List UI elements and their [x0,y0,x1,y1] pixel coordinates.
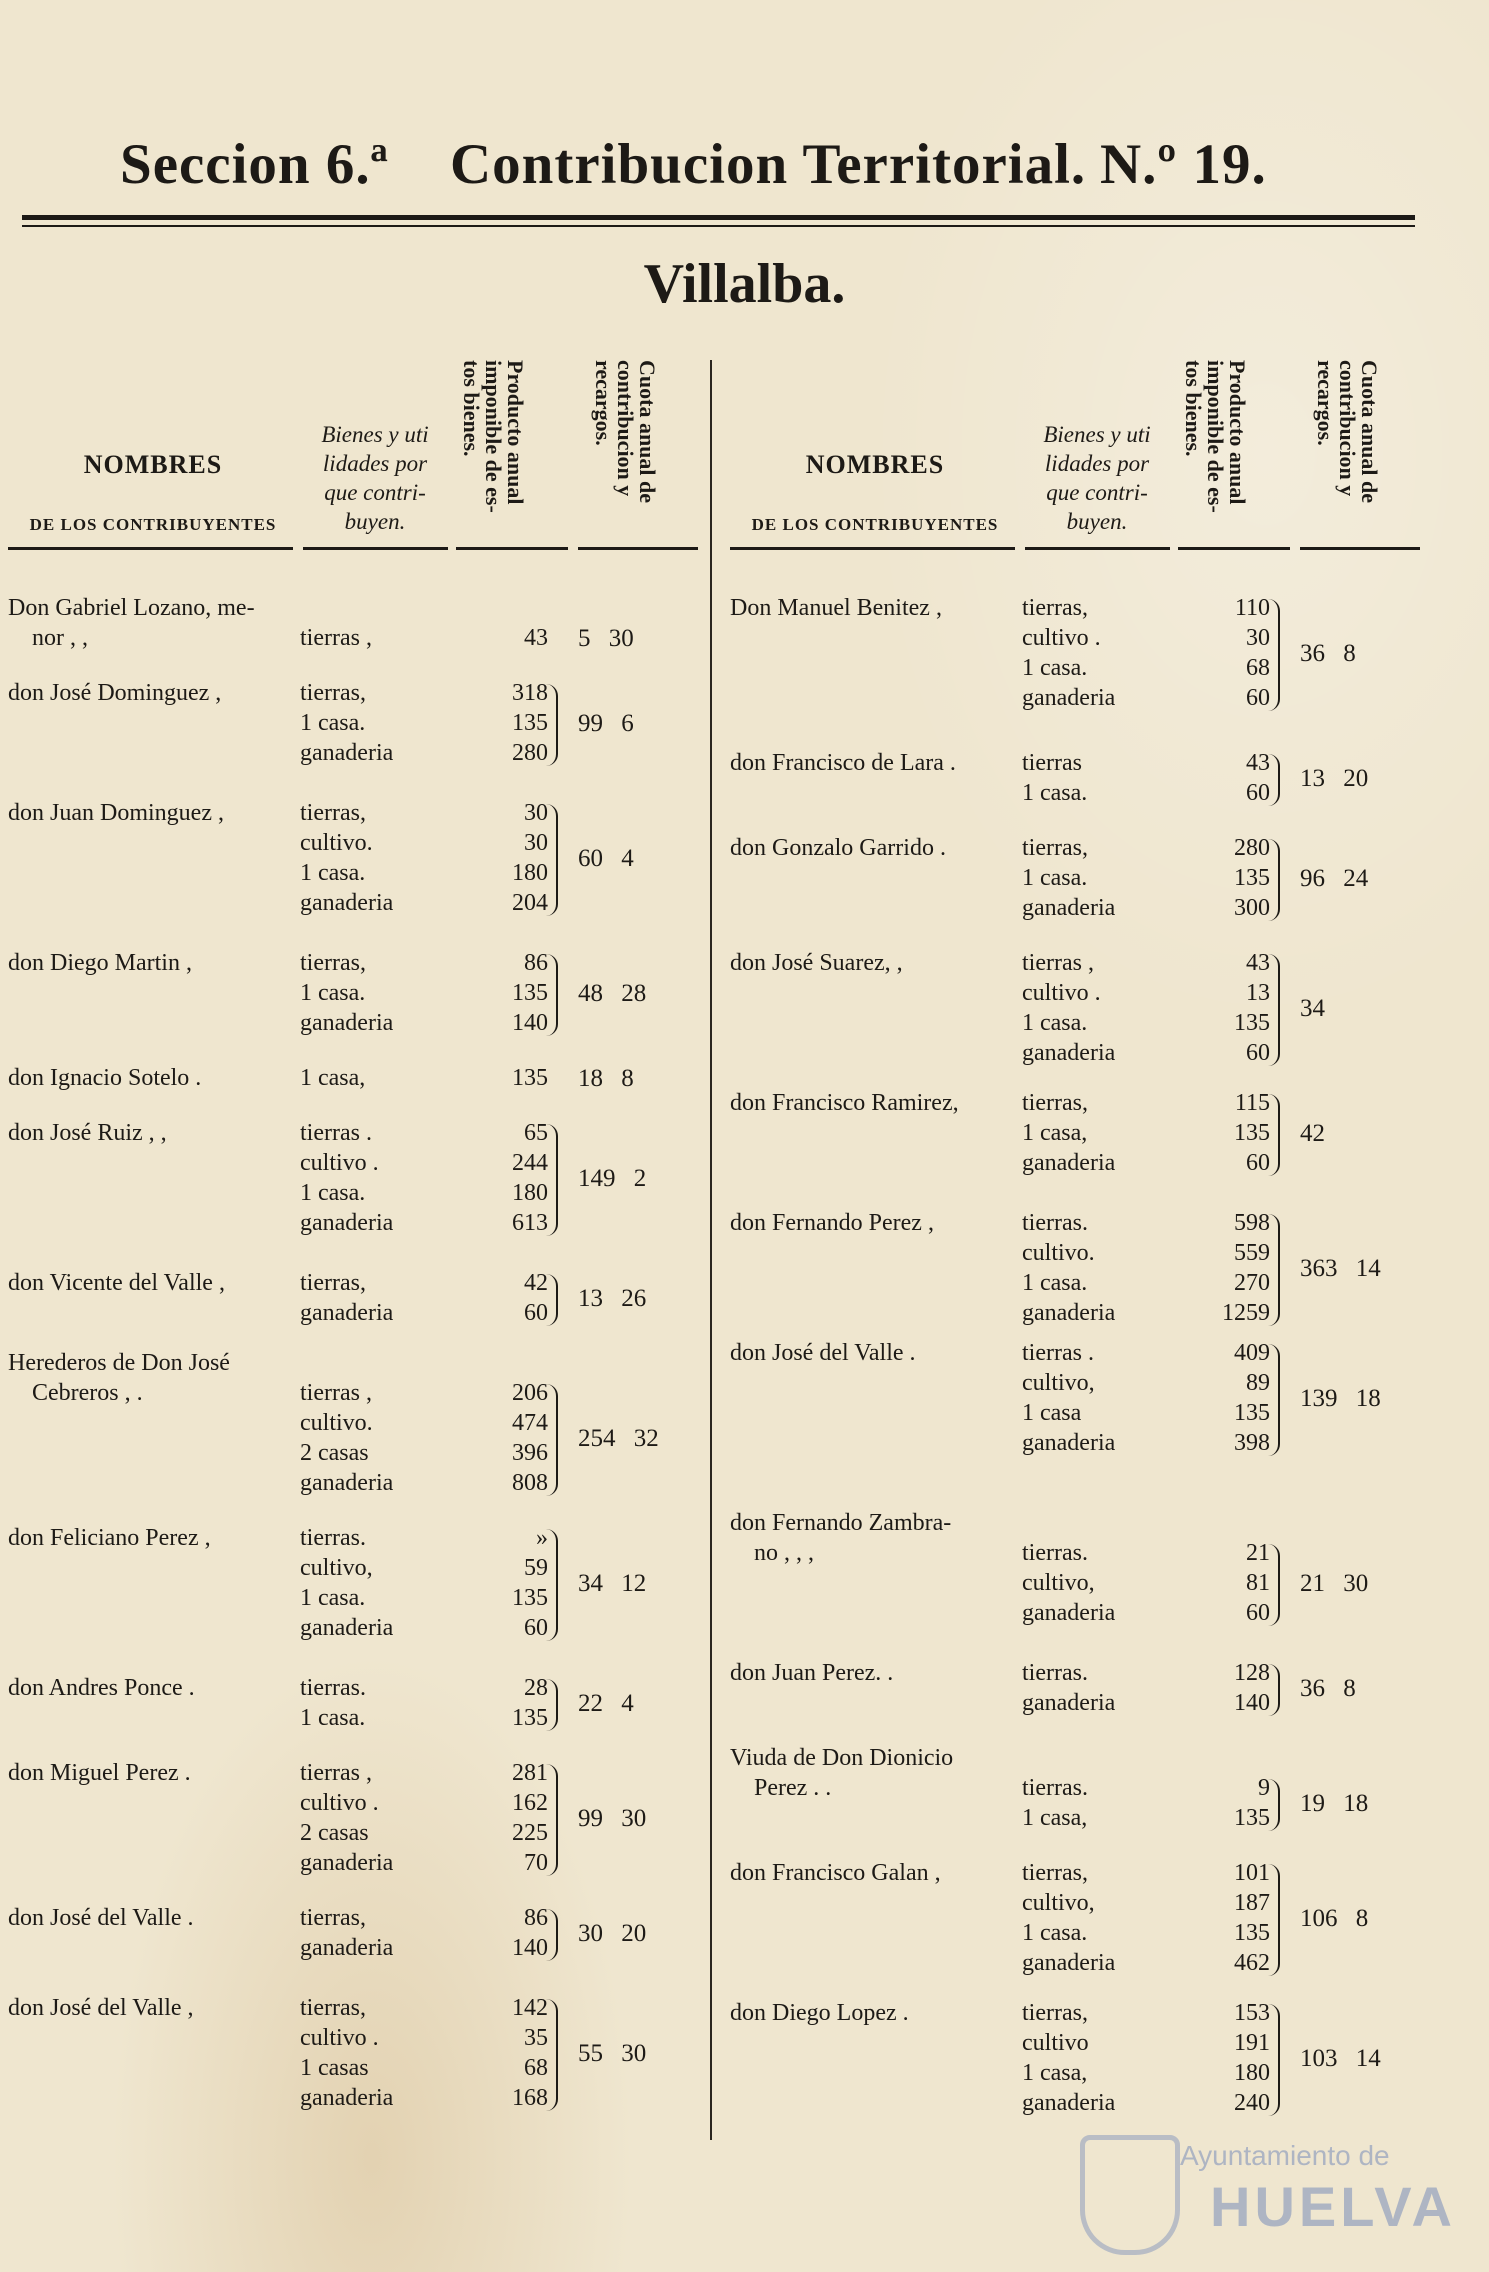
property-item: 1 casa. [1022,780,1088,806]
product-value: 60 [1246,685,1270,711]
grouping-brace [1268,1344,1280,1456]
cuota-value: 48 28 [578,980,647,1007]
grouping-brace [546,1274,558,1326]
cuota-value: 13 20 [1300,765,1369,792]
property-item: cultivo. [1022,1240,1095,1266]
property-item: tierras, [1022,2000,1088,2026]
product-value: 9 [1258,1775,1270,1801]
cuota-value: 34 12 [578,1570,647,1597]
property-item: 1 casa, [1022,2060,1088,2086]
property-item: 2 casas [300,1820,369,1846]
column-divider [710,360,712,2140]
product-value: 43 [1246,950,1270,976]
property-item: tierras, [300,1270,366,1296]
property-item: ganaderia [1022,1600,1116,1626]
header-underline [1300,547,1420,550]
contributor-name: don José del Valle , [8,1995,194,2021]
product-value: 462 [1234,1950,1270,1976]
property-item: cultivo, [300,1555,373,1581]
product-value: 225 [512,1820,548,1846]
grouping-brace [546,954,558,1036]
property-item: cultivo, [1022,1370,1095,1396]
cuota-value: 149 2 [578,1165,647,1192]
names-subheader: DE LOS CONTRIBUYENTES [751,515,999,534]
product-value: 206 [512,1380,548,1406]
property-item: 1 casa. [1022,1010,1088,1036]
product-value: 28 [524,1675,548,1701]
property-item: tierras , [300,625,372,651]
grouping-brace [1268,2004,1280,2116]
product-value: 60 [1246,1040,1270,1066]
grouping-brace [546,1909,558,1961]
product-value: 598 [1234,1210,1270,1236]
cuota-value: 96 24 [1300,865,1369,892]
property-item: tierras, [1022,595,1088,621]
header-rule-thin [22,225,1415,227]
product-value: 244 [512,1150,548,1176]
product-value: 168 [512,2085,548,2111]
product-value: 281 [512,1760,548,1786]
property-item: ganaderia [300,1010,394,1036]
product-value: 135 [1234,865,1270,891]
bienes-header-line: Bienes y uti [1043,422,1151,447]
town-title: Villalba. [643,253,846,315]
header-underline [303,547,448,550]
product-value: 409 [1234,1340,1270,1366]
stamp-line-2: HUELVA [1210,2175,1456,2238]
bienes-header-line: buyen. [1066,509,1128,534]
property-item: tierras. [300,1525,366,1551]
grouping-brace [1268,954,1280,1066]
product-value: 135 [512,980,548,1006]
contributor-name: Cebreros , . [32,1380,143,1406]
product-value: 396 [512,1440,548,1466]
product-value: 559 [1234,1240,1270,1266]
property-item: ganaderia [1022,685,1116,711]
property-item: 1 casa, [1022,1120,1088,1146]
grouping-brace [1268,1779,1280,1831]
property-item: ganaderia [1022,1690,1116,1716]
contributor-name: don Andres Ponce . [8,1675,195,1701]
product-value: 68 [1246,655,1270,681]
grouping-brace [546,1999,558,2111]
product-value: 204 [512,890,548,916]
property-item: tierras, [300,1995,366,2021]
property-item: 1 casa [1022,1400,1082,1426]
cuota-value: 363 14 [1300,1255,1381,1282]
grouping-brace [546,804,558,916]
contributor-name: no , , , [754,1540,814,1566]
contributor-name: don Miguel Perez . [8,1760,191,1786]
product-value: 318 [512,680,548,706]
property-item: cultivo, [1022,1570,1095,1596]
cuota-value: 5 30 [578,625,634,652]
cuota-value: 36 8 [1300,640,1356,667]
names-subheader: DE LOS CONTRIBUYENTES [29,515,277,534]
cuota-value: 60 4 [578,845,634,872]
contributor-name: Don Gabriel Lozano, me- [8,595,255,621]
property-item: 2 casas [300,1440,369,1466]
product-value: 60 [1246,1150,1270,1176]
property-item: cultivo. [300,1410,373,1436]
cuota-value: 139 18 [1300,1385,1381,1412]
header-underline [1178,547,1290,550]
property-item: 1 casa. [1022,1270,1088,1296]
product-value: 398 [1234,1430,1270,1456]
product-value: 101 [1234,1860,1270,1886]
product-value: 135 [1234,1920,1270,1946]
property-item: tierras . [1022,1340,1094,1366]
property-item: tierras, [1022,1090,1088,1116]
contributor-name: don José Dominguez , [8,680,222,706]
property-item: cultivo [1022,2030,1089,2056]
grouping-brace [1268,1214,1280,1326]
grouping-brace [546,1764,558,1876]
product-value: 142 [512,1995,548,2021]
product-value: 110 [1234,595,1270,621]
property-item: ganaderia [1022,895,1116,921]
bienes-header-line: buyen. [344,509,406,534]
names-header: NOMBRES [83,450,223,479]
grouping-brace [1268,1864,1280,1976]
product-value: 70 [524,1850,548,1876]
grouping-brace [1268,1094,1280,1176]
bienes-header-line: lidades por [322,451,428,476]
product-value: 135 [512,1705,548,1731]
contributor-name: Perez . . [754,1775,832,1801]
grouping-brace [546,1384,558,1496]
cuota-value: 103 14 [1300,2045,1381,2072]
section-label: Seccion 6.ª [120,133,389,196]
product-value: 135 [1234,1805,1270,1831]
product-value: 135 [512,1585,548,1611]
property-item: tierras, [300,800,366,826]
contributor-name: don Francisco Galan , [730,1860,941,1886]
contributor-name: don Diego Martin , [8,950,192,976]
property-item: ganaderia [300,1300,394,1326]
contributor-name: don Gonzalo Garrido . [730,835,946,861]
product-value: 180 [512,1180,548,1206]
cuota-header: Cuota anual de contribucion y recargos. [591,360,660,504]
property-item: 1 casa. [300,980,366,1006]
cuota-value: 55 30 [578,2040,647,2067]
product-value: 42 [524,1270,548,1296]
product-value: 81 [1246,1570,1270,1596]
property-item: cultivo . [300,2025,379,2051]
product-value: 43 [524,625,548,651]
property-item: tierras. [1022,1775,1088,1801]
property-item: ganaderia [300,1615,394,1641]
product-value: 280 [512,740,548,766]
property-item: tierras. [1022,1660,1088,1686]
contributor-name: don Ignacio Sotelo . [8,1065,202,1091]
right-column [730,355,1430,2155]
contributor-name: don Vicente del Valle , [8,1270,225,1296]
product-value: 135 [1234,1400,1270,1426]
bienes-header-line: lidades por [1044,451,1150,476]
product-value: 43 [1246,750,1270,776]
bienes-header [300,420,450,536]
contributor-name: don Juan Dominguez , [8,800,224,826]
contributor-name: don José Suarez, , [730,950,903,976]
product-value: 135 [1234,1120,1270,1146]
product-value: 191 [1234,2030,1270,2056]
contributor-name: don Francisco de Lara . [730,750,956,776]
product-value: 60 [1246,780,1270,806]
grouping-brace [546,1679,558,1731]
cuota-header: Cuota anual de contribucion y recargos. [1313,360,1382,504]
product-value: » [536,1525,548,1551]
product-value: 613 [512,1210,548,1236]
contributor-name: nor , , [32,625,88,651]
grouping-brace [1268,754,1280,806]
product-value: 270 [1234,1270,1270,1296]
property-item: tierras , [1022,950,1094,976]
cuota-value: 18 8 [578,1065,634,1092]
product-value: 35 [524,2025,548,2051]
page-number: N.º 19. [1100,133,1267,196]
product-value: 474 [512,1410,548,1436]
property-item: ganaderia [300,1850,394,1876]
property-item: 1 casa. [300,1180,366,1206]
product-value: 162 [512,1790,548,1816]
product-value: 240 [1234,2090,1270,2116]
product-value: 59 [524,1555,548,1581]
product-value: 135 [512,1065,548,1091]
property-item: ganaderia [300,890,394,916]
property-item: tierras, [300,1905,366,1931]
property-item: ganaderia [1022,2090,1116,2116]
product-value: 86 [524,950,548,976]
product-value: 30 [524,800,548,826]
producto-header: Producto anual imponible de es- tos bienes. [1181,360,1250,513]
grouping-brace [546,1529,558,1641]
stamp-line-1: Ayuntamiento de [1180,2140,1390,2171]
property-item: ganaderia [1022,1040,1116,1066]
property-item: 1 casa. [300,860,366,886]
product-value: 86 [524,1905,548,1931]
property-item: tierras, [300,950,366,976]
property-item: 1 casa. [1022,865,1088,891]
product-value: 60 [524,1300,548,1326]
product-value: 13 [1246,980,1270,1006]
property-item: 1 casa. [300,1585,366,1611]
header-underline [1025,547,1170,550]
contributor-name: don Feliciano Perez , [8,1525,211,1551]
bienes-header-line: Bienes y uti [321,422,429,447]
contributor-name: don Diego Lopez . [730,2000,909,2026]
cuota-value: 30 20 [578,1920,647,1947]
cuota-value: 21 30 [1300,1570,1369,1597]
product-value: 280 [1234,835,1270,861]
product-value: 68 [524,2055,548,2081]
product-value: 300 [1234,895,1270,921]
producto-header: Producto anual imponible de es- tos bienes. [459,360,528,513]
product-value: 187 [1234,1890,1270,1916]
property-item: cultivo, [1022,1890,1095,1916]
product-value: 135 [1234,1010,1270,1036]
property-item: 1 casa, [1022,1805,1088,1831]
grouping-brace [546,684,558,766]
names-header: NOMBRES [805,450,945,479]
property-item: 1 casa. [300,1705,366,1731]
product-value: 30 [524,830,548,856]
property-item: tierras , [300,1380,372,1406]
bienes-header-line: que contri- [1046,480,1148,505]
product-value: 128 [1234,1660,1270,1686]
bienes-header-line: que contri- [324,480,426,505]
cuota-value: 34 [1300,995,1325,1022]
property-item: ganaderia [1022,1430,1116,1456]
cuota-value: 99 30 [578,1805,647,1832]
cuota-value: 106 8 [1300,1905,1369,1932]
property-item: cultivo . [1022,625,1101,651]
contributor-name: Don Manuel Benitez , [730,595,942,621]
contributor-name: Herederos de Don José [8,1350,230,1376]
property-item: cultivo . [300,1150,379,1176]
header-underline [8,547,293,550]
product-value: 21 [1246,1540,1270,1566]
product-value: 140 [512,1010,548,1036]
property-item: tierras . [300,1120,372,1146]
document-title: Contribucion Territorial. [450,133,1087,196]
product-value: 115 [1234,1090,1270,1116]
product-value: 180 [512,860,548,886]
property-item: tierras. [1022,1210,1088,1236]
property-item: 1 casa, [300,1065,366,1091]
contributor-name: don José del Valle . [8,1905,194,1931]
property-item: cultivo. [300,830,373,856]
cuota-value: 19 18 [1300,1790,1369,1817]
contributor-name: don Fernando Zambra- [730,1510,952,1536]
contributor-name: Viuda de Don Dionicio [730,1745,954,1771]
cuota-value: 13 26 [578,1285,647,1312]
product-value: 30 [1246,625,1270,651]
cuota-value: 36 8 [1300,1675,1356,1702]
contributor-name: don José del Valle . [730,1340,916,1366]
product-value: 60 [1246,1600,1270,1626]
header-rule-thick [22,215,1415,220]
product-value: 153 [1234,2000,1270,2026]
property-item: ganaderia [1022,1150,1116,1176]
grouping-brace [1268,1664,1280,1716]
property-item: tierras , [300,1760,372,1786]
property-item: tierras. [300,1675,366,1701]
contributor-name: don Juan Perez. . [730,1660,894,1686]
grouping-brace [1268,1544,1280,1626]
property-item: 1 casa. [1022,1920,1088,1946]
product-value: 140 [512,1935,548,1961]
grouping-brace [546,1124,558,1236]
property-item: ganaderia [300,740,394,766]
property-item: tierras, [1022,835,1088,861]
product-value: 60 [524,1615,548,1641]
property-item: 1 casas [300,2055,369,2081]
contributor-name: don Fernando Perez , [730,1210,934,1236]
header-underline [456,547,568,550]
cuota-value: 42 [1300,1120,1325,1147]
product-value: 808 [512,1470,548,1496]
cuota-value: 254 32 [578,1425,659,1452]
product-value: 140 [1234,1690,1270,1716]
contributor-name: don Francisco Ramirez, [730,1090,959,1116]
property-item: tierras, [300,680,366,706]
property-item: 1 casa. [300,710,366,736]
property-item: tierras. [1022,1540,1088,1566]
archive-stamp [1080,2130,1456,2250]
property-item: ganaderia [300,1935,394,1961]
coat-of-arms-icon [1080,2135,1180,2255]
product-value: 89 [1246,1370,1270,1396]
property-item: cultivo . [1022,980,1101,1006]
contributor-name: don José Ruiz , , [8,1120,167,1146]
property-item: ganaderia [1022,1950,1116,1976]
property-item: tierras [1022,750,1082,776]
grouping-brace [1268,599,1280,711]
cuota-value: 22 4 [578,1690,634,1717]
header-underline [730,547,1015,550]
property-item: ganaderia [300,1470,394,1496]
property-item: ganaderia [300,2085,394,2111]
product-value: 135 [512,710,548,736]
product-value: 180 [1234,2060,1270,2086]
property-item: ganaderia [1022,1300,1116,1326]
product-value: 65 [524,1120,548,1146]
property-item: cultivo . [300,1790,379,1816]
left-column [8,355,708,2155]
header-underline [578,547,698,550]
bienes-header [1022,420,1172,536]
product-value: 1259 [1222,1300,1270,1326]
grouping-brace [1268,839,1280,921]
property-item: ganaderia [300,1210,394,1236]
property-item: tierras, [1022,1860,1088,1886]
cuota-value: 99 6 [578,710,634,737]
property-item: 1 casa. [1022,655,1088,681]
